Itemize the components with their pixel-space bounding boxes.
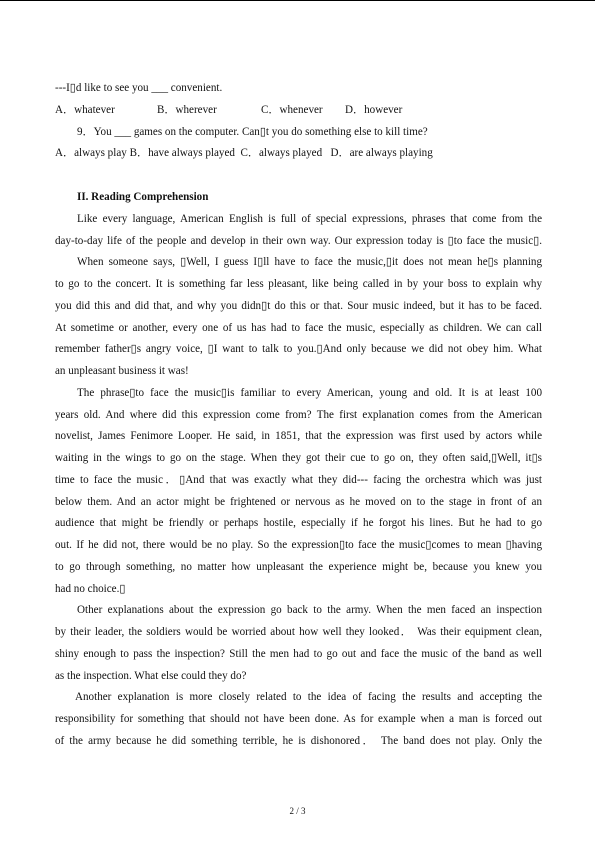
passage-line: you did this and did that, and why you didn▯t do this or that. Sour music indeed, but it has to be faced.	[55, 299, 542, 312]
passage-line: At sometime or another, every one of us has had to face the music, especially as children. We can call	[55, 321, 542, 334]
passage-line: had no choice.▯	[55, 582, 126, 595]
passage-line: below them. And an actor might be frightened or nervous as he moved on to the stage in front of an	[55, 495, 542, 508]
question-8-stem: ---I▯d like to see you ___ convenient.	[55, 82, 223, 94]
section-heading: II. Reading Comprehension	[77, 191, 209, 203]
passage-line: When someone says, ▯Well, I guess I▯ll have to face the music,▯it does not mean he▯s planning	[77, 256, 542, 269]
passage-line: an unpleasant business it was!	[55, 365, 189, 377]
page-content	[55, 78, 542, 753]
q8-option-b: B．wherever	[157, 103, 217, 116]
question-9-options	[55, 143, 542, 165]
passage-line: novelist, James Fenimore Looper. He said, in 1851, that the expression was first used by actors while	[55, 430, 542, 443]
passage-line: remember father▯s angry voice, ▯I want to talk to you.▯And only because we did not obey him. What	[55, 343, 542, 356]
passage-line: Other explanations about the expression go back to the army. When the men faced an inspection	[77, 604, 542, 617]
passage-line: to go through something, no matter how unpleasant the experience might be, because you knew you	[55, 560, 542, 573]
q8-option-c: C．whenever	[261, 103, 323, 116]
passage-line: Like every language, American English is full of special expressions, phrases that come from the	[77, 212, 542, 225]
passage-line: The phrase▯to face the music▯is familiar to every American, young and old. It is at least 100	[77, 386, 542, 399]
passage-line: audience that might be friendly or perhaps hostile, especially if he forgot his lines. But he had to go	[55, 517, 542, 530]
page-number: 2 / 3	[289, 806, 306, 816]
question-8-options	[55, 100, 542, 122]
passage-line: time to face the music．▯And that was exactly what they did--- facing the orchestra which was just	[55, 473, 542, 486]
passage-line: by their leader, the soldiers would be worried about how well they looked． Was their equipment clean,	[55, 626, 542, 638]
passage-line: out. If he did not, there would be no play. So the expression▯to face the music▯comes to mean ▯having	[55, 539, 542, 551]
q9-option-c: C．always played	[240, 147, 323, 160]
section-spacer	[55, 165, 542, 187]
passage-line: of the army because he did something terrible, he is dishonored． The band does not play. Only the	[55, 734, 542, 747]
passage-line: shiny enough to pass the inspection? Still the men had to go out and face the music of the band as well	[55, 647, 542, 660]
top-rule	[0, 0, 595, 1]
passage-line: responsibility for something that should not have been done. As for example when a man is forced out	[55, 713, 542, 725]
q9-option-d: D．are always playing	[330, 147, 433, 160]
q8-option-a: A．whatever	[55, 103, 115, 116]
q9-option-a: A．always play	[55, 147, 127, 160]
passage-line: to go to the concert. It is something far less pleasant, like being called in by your boss to explain why	[55, 278, 542, 290]
passage-line: years old. And where did this expression come from? The first explanation comes from the American	[55, 408, 542, 421]
passage-line: waiting in the wings to go on the stage. When they got their cue to go on, they often said,▯Well, it▯s	[55, 452, 542, 464]
passage-line: Another explanation is more closely related to the idea of facing the results and accepting the	[75, 691, 542, 704]
passage-line: day-to-day life of the people and develop in their own way. Our expression today is ▯to face the music▯.	[55, 234, 542, 247]
q8-option-d: D．however	[345, 103, 403, 116]
question-9-stem: 9．You ___ games on the computer. Can▯t you do something else to kill time?	[77, 125, 428, 138]
q9-option-b: B．have always played	[129, 147, 235, 160]
passage-line: as the inspection. What else could they do?	[55, 669, 247, 682]
